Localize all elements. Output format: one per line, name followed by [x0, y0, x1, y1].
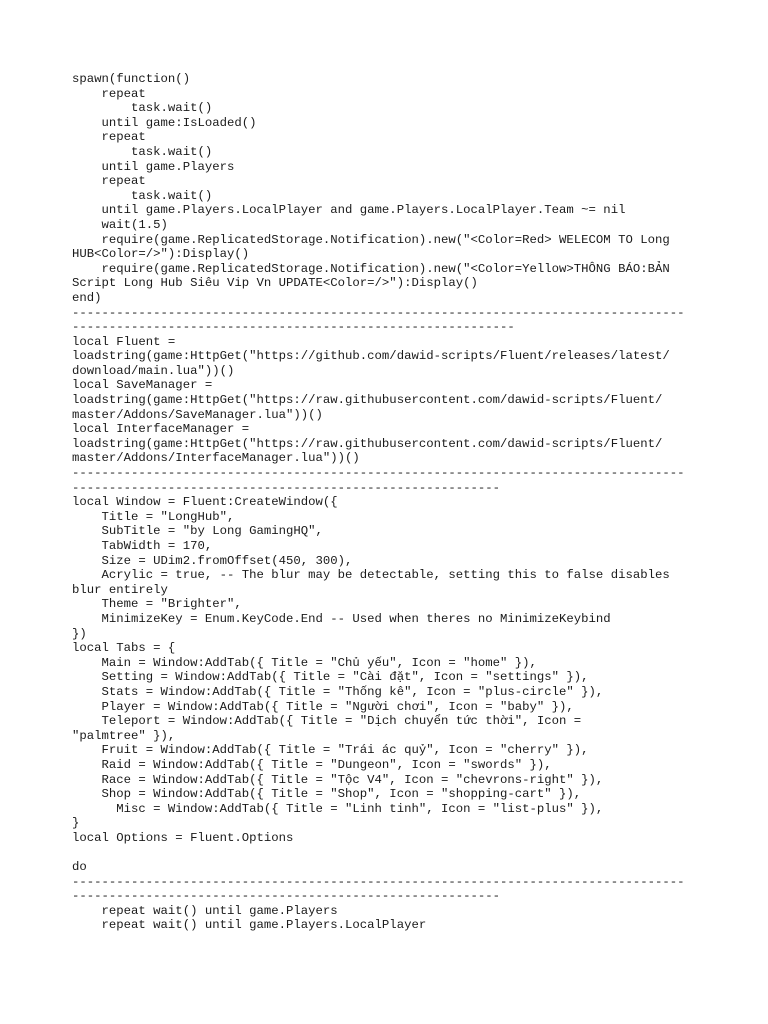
separator-line: ----------------------------------------------------------------------------------- — [72, 874, 685, 889]
separator-line: ------------------------------------------------------------ — [72, 320, 515, 335]
code-line: task.wait() — [72, 188, 213, 203]
separator-line: ---------------------------------------------------------- — [72, 480, 501, 495]
code-line: local Window = Fluent:CreateWindow({ — [72, 495, 338, 510]
code-line: MinimizeKey = Enum.KeyCode.End -- Used when theres no MinimizeKeybind — [72, 611, 611, 626]
code-line: loadstring(game:HttpGet("https://raw.githubusercontent.com/dawid-scripts/Fluent/ — [72, 436, 663, 451]
code-line: }) — [72, 626, 87, 641]
code-line: Size = UDim2.fromOffset(450, 300), — [72, 553, 353, 568]
code-line: local Tabs = { — [72, 641, 176, 656]
code-line: Shop = Window:AddTab({ Title = "Shop", Icon = "shopping-cart" }), — [72, 787, 582, 802]
code-line: Stats = Window:AddTab({ Title = "Thống kê", Icon = "plus-circle" }), — [72, 684, 604, 699]
code-document — [72, 72, 712, 933]
code-line: download/main.lua"))() — [72, 363, 235, 378]
separator-line: ----------------------------------------------------------------------------------- — [72, 305, 685, 320]
code-line: task.wait() — [72, 101, 213, 116]
code-line: "palmtree" }), — [72, 728, 176, 743]
code-line: local Options = Fluent.Options — [72, 830, 294, 845]
code-line: SubTitle = "by Long GamingHQ", — [72, 524, 323, 539]
separator-line: ----------------------------------------------------------------------------------- — [72, 466, 685, 481]
separator-line: ---------------------------------------------------------- — [72, 889, 501, 904]
code-line: repeat wait() until game.Players.LocalPlayer — [72, 918, 427, 933]
code-line: until game.Players — [72, 159, 235, 174]
code-line: local Fluent = — [72, 334, 176, 349]
code-line: Teleport = Window:AddTab({ Title = "Dịch chuyển tức thời", Icon = — [72, 714, 582, 729]
code-line: TabWidth = 170, — [72, 539, 213, 553]
code-line: Raid = Window:AddTab({ Title = "Dungeon", Icon = "swords" }), — [72, 757, 552, 772]
code-line: master/Addons/InterfaceManager.lua"))() — [72, 451, 360, 466]
code-line: Race = Window:AddTab({ Title = "Tộc V4", Icon = "chevrons-right" }), — [72, 772, 604, 787]
code-line: repeat — [72, 174, 146, 189]
code-line: Title = "LongHub", — [72, 509, 235, 524]
code-line: local SaveManager = — [72, 378, 213, 393]
code-line: until game:IsLoaded() — [72, 115, 257, 130]
code-line: loadstring(game:HttpGet("https://github.com/dawid-scripts/Fluent/releases/latest/ — [72, 349, 670, 364]
code-line: local InterfaceManager = — [72, 422, 250, 437]
code-line: HUB<Color=/>"):Display() — [72, 247, 250, 262]
code-line: Player = Window:AddTab({ Title = "Người chơi", Icon = "baby" }), — [72, 699, 574, 714]
code-line: require(game.ReplicatedStorage.Notification).new("<Color=Red> WELECOM TO Long — [72, 232, 670, 247]
code-line: master/Addons/SaveManager.lua"))() — [72, 407, 323, 422]
code-line: repeat wait() until game.Players — [72, 903, 338, 918]
code-line: Script Long Hub Siêu Vip Vn UPDATE<Color=/>"):Display() — [72, 276, 478, 291]
code-line: } — [72, 816, 80, 831]
blank-line — [72, 845, 712, 860]
code-line: Fruit = Window:AddTab({ Title = "Trái ác quỷ", Icon = "cherry" }), — [72, 743, 589, 758]
code-line: Theme = "Brighter", — [72, 597, 242, 612]
code-line: Misc = Window:AddTab({ Title = "Linh tinh", Icon = "list-plus" }), — [72, 801, 604, 816]
code-line: repeat — [72, 130, 146, 145]
code-line: end) — [72, 290, 102, 305]
code-line: until game.Players.LocalPlayer and game.Players.LocalPlayer.Team ~= nil — [72, 203, 626, 218]
code-line: Acrylic = true, -- The blur may be detectable, setting this to false disables — [72, 568, 670, 583]
code-line: loadstring(game:HttpGet("https://raw.githubusercontent.com/dawid-scripts/Fluent/ — [72, 393, 663, 408]
code-line: task.wait() — [72, 144, 213, 159]
code-line: Setting = Window:AddTab({ Title = "Cài đặt", Icon = "settings" }), — [72, 670, 589, 685]
code-line: spawn(function() — [72, 72, 191, 86]
code-line: repeat — [72, 86, 146, 101]
code-line: wait(1.5) — [72, 217, 168, 232]
code-line: do — [72, 860, 87, 875]
code-line: blur entirely — [72, 582, 168, 597]
code-line: require(game.ReplicatedStorage.Notification).new("<Color=Yellow>THÔNG BÁO:BẢN — [72, 261, 670, 276]
code-line: Main = Window:AddTab({ Title = "Chủ yếu", Icon = "home" }), — [72, 655, 537, 670]
